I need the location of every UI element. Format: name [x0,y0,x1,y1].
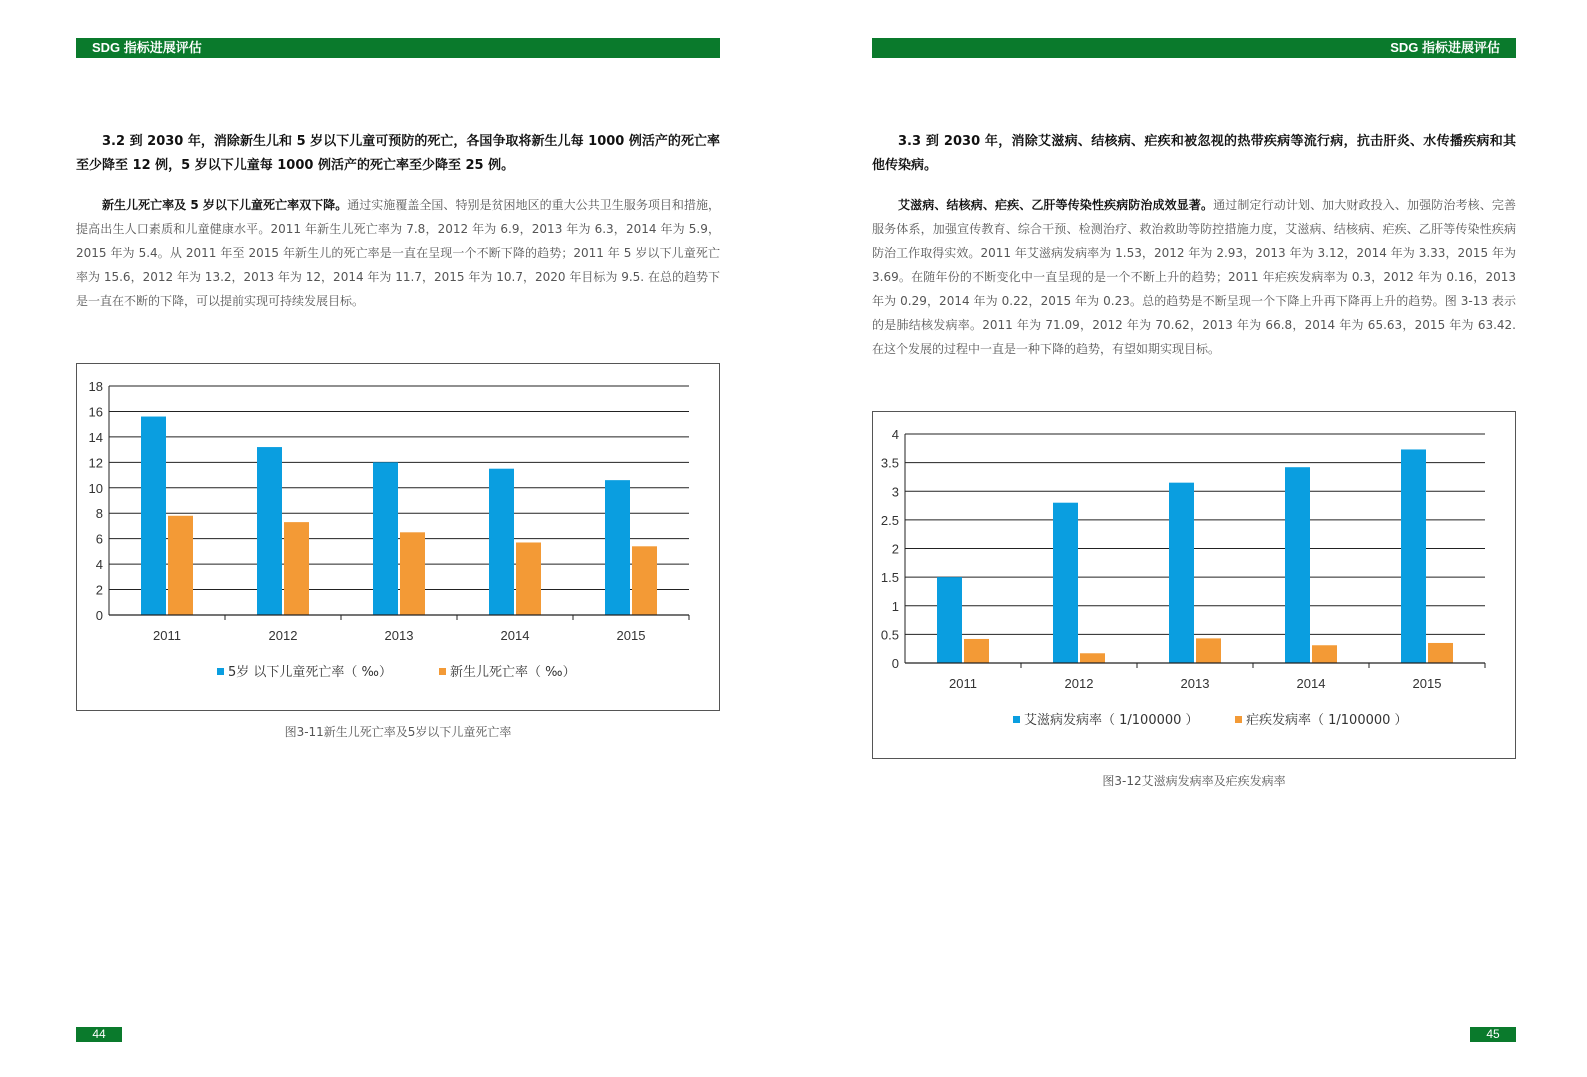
right-header-title: SDG 指标进展评估 [1390,40,1500,55]
chart0-ytick-label: 6 [95,531,103,547]
chart0-bar-orange [168,516,193,615]
right-body-paragraph [872,193,1516,361]
right-para-lead: 艾滋病、结核病、疟疾、乙肝等传染性疾病防治成效显著。 [898,198,1214,212]
chart1-bar-orange [964,639,989,663]
chart-child-mortality [76,363,720,711]
chart1-bar-blue [1053,503,1078,663]
chart1-xtick-label: 2014 [1296,676,1326,691]
chart1-bar-orange [1080,653,1105,663]
chart1-bar-blue [1169,483,1194,663]
chart0-ytick-label: 0 [95,608,103,623]
chart1-legend-swatch [1013,716,1020,723]
chart1-ytick-label: 3.5 [880,455,899,471]
chart1-bar-orange [1196,638,1221,663]
chart0-ytick-label: 4 [95,557,103,573]
left-header-title: SDG 指标进展评估 [92,40,202,55]
chart0-ytick-label: 2 [95,582,103,598]
chart0-bar-orange [632,546,657,615]
chart1-bar-blue [1285,467,1310,663]
chart1-ytick-label: 0 [891,656,899,671]
left-para-body: 通过实施覆盖全国、特别是贫困地区的重大公共卫生服务项目和措施，提高出生人口素质和儿童健康水平。2011 年新生儿死亡率为 7.8，2012 年为 6.9，2013 年为 6.3，2014 年为 5.9，2015 年为 5.4。从 2011 年至 2015 年新生儿的死亡率是一直在呈现一个不断下降的趋势；2011 年 5 岁以下儿童死亡率为 15.6，2012 年为 13.2，2013 年为 12，2014 年为 11.7，2015 年为 10.7，2020 年目标为 9.5. 在总的趋势下是一直在不断的下降，可以提前实现可持续发展目标。 [76,198,720,308]
chart0-xtick-label: 2012 [268,628,298,643]
chart0-ytick-label: 8 [95,506,103,522]
chart1-ytick-label: 4 [891,427,899,442]
chart1-ytick-label: 0.5 [880,627,899,643]
chart1-xtick-label: 2012 [1064,676,1094,691]
page-number-left: 44 [76,1027,122,1042]
chart1-bar-blue [1401,449,1426,663]
left-para-lead: 新生儿死亡率及 5 岁以下儿童死亡率双下降。 [102,198,348,212]
right-chart-caption: 图3-12艾滋病发病率及疟疾发病率 [1102,774,1286,788]
chart0-xtick-label: 2014 [500,628,530,643]
chart0-bar-orange [284,522,309,615]
chart0-bar-blue [141,417,166,615]
chart0-bar-orange [400,532,425,615]
chart1-ytick-label: 1.5 [880,570,899,586]
chart1-ytick-label: 1 [891,598,899,614]
right-target-heading: 3.3 到 2030 年，消除艾滋病、结核病、疟疾和被忽视的热带疾病等流行病，抗击肝炎、水传播疾病和其他传染病。 [872,134,1516,173]
chart0-ytick-label: 10 [88,480,103,496]
chart0-ytick-label: 14 [88,429,103,445]
right-para-body: 通过制定行动计划、加大财政投入、加强防治考核、完善服务体系，加强宣传教育、综合干预、检测治疗、救治救助等防控措施力度，艾滋病、结核病、疟疾、乙肝等传染性疾病防治工作取得实效。2011 年艾滋病发病率为 1.53，2012 年为 2.93，2013 年为 3.12，2014 年为 3.33，2015 年为 3.69。在随年份的不断变化中一直呈现的是一个不断上升的趋势；2011 年疟疾发病率为 0.3，2012 年为 0.16，2013 年为 0.29，2014 年为 0.22，2015 年为 0.23。总的趋势是不断呈现一个下降上升再下降再上升的趋势。图 3-13 表示的是肺结核发病率。2011 年为 71.09，2012 年为 70.62，2013 年为 66.8，2014 年为 65.63，2015 年为 63.42. 在这个发展的过程中一直是一种下降的趋势，有望如期实现目标。 [872,198,1516,356]
chart1-xtick-label: 2013 [1180,676,1210,691]
chart0-legend-label: 新生儿死亡率（ ‰） [450,665,576,680]
chart1-ytick-label: 2.5 [880,512,899,528]
chart1-bar-blue [937,577,962,663]
chart-aids-malaria-svg [873,412,1515,758]
chart0-xtick-label: 2015 [616,628,646,643]
chart0-bar-orange [516,542,541,615]
left-body-paragraph [76,193,720,313]
chart0-bar-blue [257,447,282,615]
chart1-legend-label: 疟疾发病率（ 1/100000 ） [1246,713,1408,728]
left-target-heading: 3.2 到 2030 年，消除新生儿和 5 岁以下儿童可预防的死亡，各国争取将新生儿每 1000 例活产的死亡率至少降至 12 例，5 岁以下儿童每 1000 例活产的死亡率至少降至 25 例。 [76,134,720,173]
chart1-xtick-label: 2015 [1412,676,1442,691]
chart0-ytick-label: 12 [88,455,103,471]
right-header-bar [872,38,1516,58]
chart1-legend-swatch [1235,716,1242,723]
chart-child-mortality-svg [77,364,719,710]
chart1-bar-orange [1428,643,1453,663]
chart0-bar-blue [605,480,630,615]
chart-aids-malaria [872,411,1516,759]
chart0-bar-blue [489,469,514,615]
chart0-ytick-label: 18 [88,379,103,394]
chart0-legend-label: 5岁 以下儿童死亡率（ ‰） [228,665,392,680]
chart0-legend-swatch [217,668,224,675]
chart1-ytick-label: 3 [891,484,899,500]
chart0-bar-blue [373,462,398,615]
page-number-right: 45 [1470,1027,1516,1042]
left-chart-caption: 图3-11新生儿死亡率及5岁以下儿童死亡率 [284,725,512,739]
chart0-ytick-label: 16 [88,404,103,420]
left-header-bar [76,38,720,58]
chart0-xtick-label: 2011 [153,628,181,643]
chart1-legend-label: 艾滋病发病率（ 1/100000 ） [1024,713,1199,728]
chart1-bar-orange [1312,645,1337,663]
chart0-legend-swatch [439,668,446,675]
chart0-xtick-label: 2013 [384,628,414,643]
chart1-xtick-label: 2011 [949,676,977,691]
chart1-ytick-label: 2 [891,541,899,557]
